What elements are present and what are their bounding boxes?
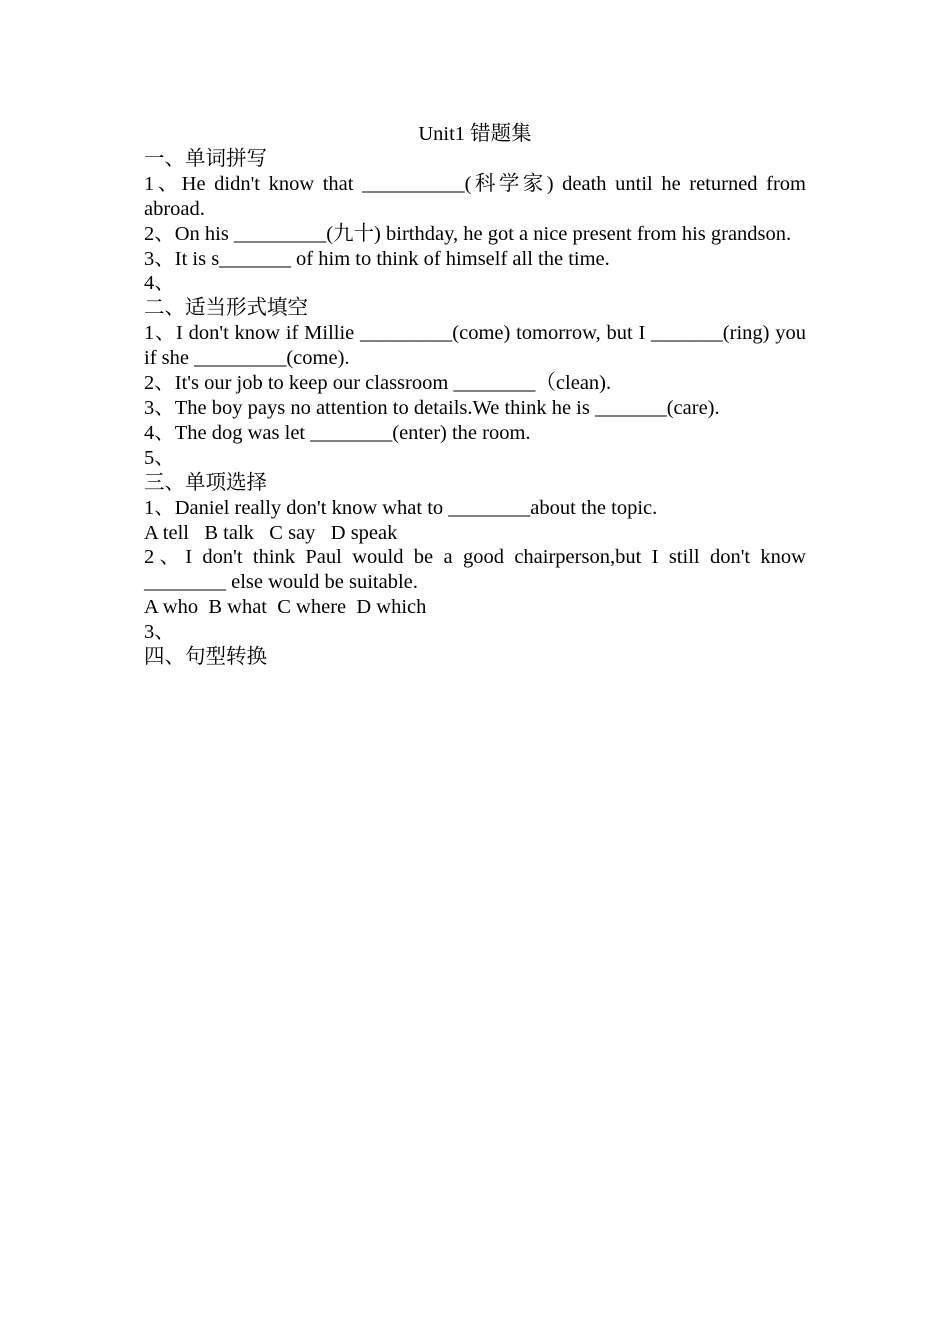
section-heading-sentence-transformation: 四、句型转换 — [144, 646, 267, 669]
question-1-3: 3、It is s_______ of him to think of himself all the time. — [144, 247, 610, 270]
question-3-2-options: A who B what C where D which — [144, 596, 427, 619]
question-2-5: 5、 — [144, 446, 175, 469]
question-3-2: 2、I don't think Paul would be a good chairperson,but I still don't know ________ else would be suitable. — [144, 546, 806, 594]
question-2-3: 3、The boy pays no attention to details.We think he is _______(care). — [144, 396, 720, 419]
section-heading-fill-in: 二、适当形式填空 — [144, 297, 308, 320]
question-1-2: 2、On his _________(九十) birthday, he got a nice present from his grandson. — [144, 222, 792, 245]
document-page — [144, 122, 806, 670]
question-3-1: 1、Daniel really don't know what to ________about the topic. — [144, 496, 658, 519]
question-3-3: 3、 — [144, 621, 175, 644]
question-1-4: 4、 — [144, 272, 175, 295]
question-2-2: 2、It's our job to keep our classroom ________（clean). — [144, 372, 612, 395]
question-3-1-options: A tell B talk C say D speak — [144, 521, 398, 544]
question-1-1: 1、He didn't know that __________(科学家) death until he returned from abroad. — [144, 172, 806, 220]
question-2-1: 1、I don't know if Millie _________(come) tomorrow, but I _______(ring) you if she _________(come). — [144, 322, 806, 370]
section-heading-multiple-choice: 三、单项选择 — [144, 471, 267, 494]
question-2-4: 4、The dog was let ________(enter) the room. — [144, 421, 531, 444]
page-title: Unit1 错题集 — [418, 123, 532, 145]
section-heading-spelling: 一、单词拼写 — [144, 147, 267, 170]
